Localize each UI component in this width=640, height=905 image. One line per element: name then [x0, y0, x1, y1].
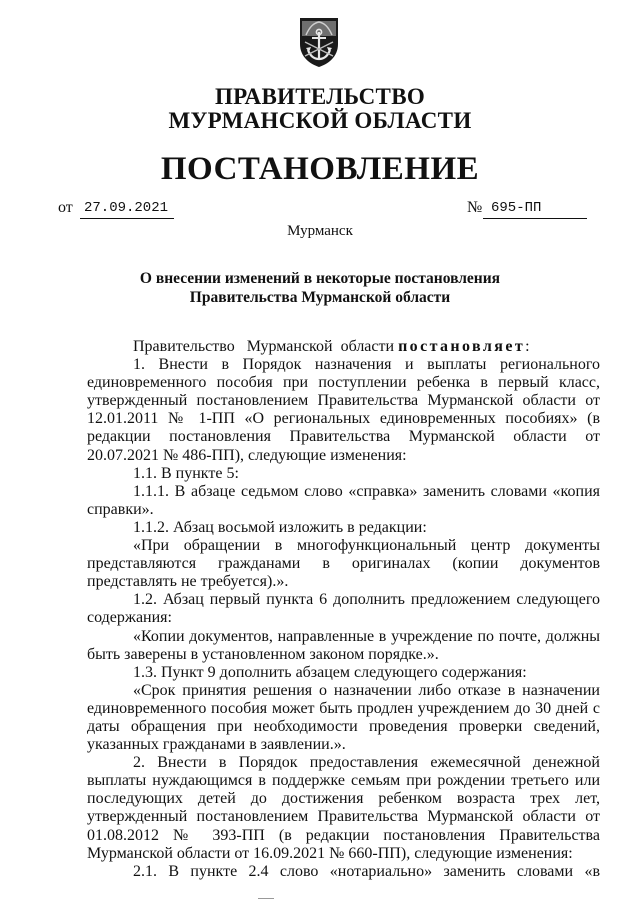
paragraph-1-2-quote: «Копии документов, направленные в учреждение по почте, должны быть заверены в установленном законом порядке.».: [87, 627, 600, 663]
document-body: [87, 338, 600, 881]
paragraph-1-1-2: 1.1.2. Абзац восьмой изложить в редакции:: [133, 518, 427, 536]
document-number: 695-ПП: [483, 198, 587, 219]
paragraph-1-1: 1.1. В пункте 5:: [133, 464, 239, 482]
document-subject: [0, 269, 640, 307]
murmansk-coat-of-arms-icon: [296, 14, 342, 68]
paragraph-1-3-quote: «Срок принятия решения о назначении либо отказе в назначении единовременного пособия может быть продлен учреждением до 30 дней с даты обращения при необходимости проведения проверки сведений, указанных гражданами в заявлении.».: [87, 681, 600, 754]
document-type: ПОСТАНОВЛЕНИЕ: [160, 151, 480, 187]
date-label: от: [58, 199, 73, 216]
number-label: №: [467, 199, 483, 216]
paragraph-1-3: 1.3. Пункт 9 дополнить абзацем следующего содержания:: [133, 663, 527, 681]
intro-text: Правительство Мурманской области: [133, 338, 395, 355]
paragraph-2: 2. Внести в Порядок предоставления ежемесячной денежной выплаты нуждающимся в поддержке семьям при рождении третьего или последующих детей до достижения ребенком возраста трех лет, утвержденный постановлением Правительства Мурманской области от 01.08.2012 № 393-ПП (в редакции постановления Правительства Мурманской области от 16.09.2021 № 660-ПП), следующие изменения:: [87, 754, 600, 862]
government-title-line1: ПРАВИТЕЛЬСТВО: [214, 84, 426, 109]
intro-colon: :: [525, 338, 530, 355]
page-footer-mark: [258, 898, 274, 899]
subject-line2: Правительства Мурманской области: [189, 289, 451, 306]
paragraph-1-1-1: 1.1.1. В абзаце седьмом слово «справка» заменить словами «копия справки».: [87, 482, 600, 518]
document-date: 27.09.2021: [80, 198, 174, 219]
intro-verb: постановляет: [398, 338, 526, 355]
intro-paragraph: [87, 338, 600, 356]
paragraph-2-1: 2.1. В пункте 2.4 слово «нотариально» заменить словами «в: [133, 862, 600, 880]
paragraph-1-1-2-quote: «При обращении в многофункциональный центр документы представляются гражданами в оригиналах (копии документов представлять не требуется).».: [87, 537, 600, 591]
city: Мурманск: [287, 223, 353, 239]
government-title-line2: МУРМАНСКОЙ ОБЛАСТИ: [168, 108, 472, 133]
paragraph-1-2: 1.2. Абзац первый пункта 6 дополнить предложением следующего содержания:: [87, 591, 600, 627]
subject-line1: О внесении изменений в некоторые постановления: [139, 270, 501, 287]
paragraph-1: 1. Внести в Порядок назначения и выплаты регионального единовременного пособия при поступлении ребенка в первый класс, утвержденный постановлением Правительства Мурманской области от 12.01.2011 № 1-ПП «О региональных единовременных пособиях» (в редакции постановления Правительства Мурманской области от 20.07.2021 № 486-ПП), следующие изменения:: [87, 356, 600, 464]
